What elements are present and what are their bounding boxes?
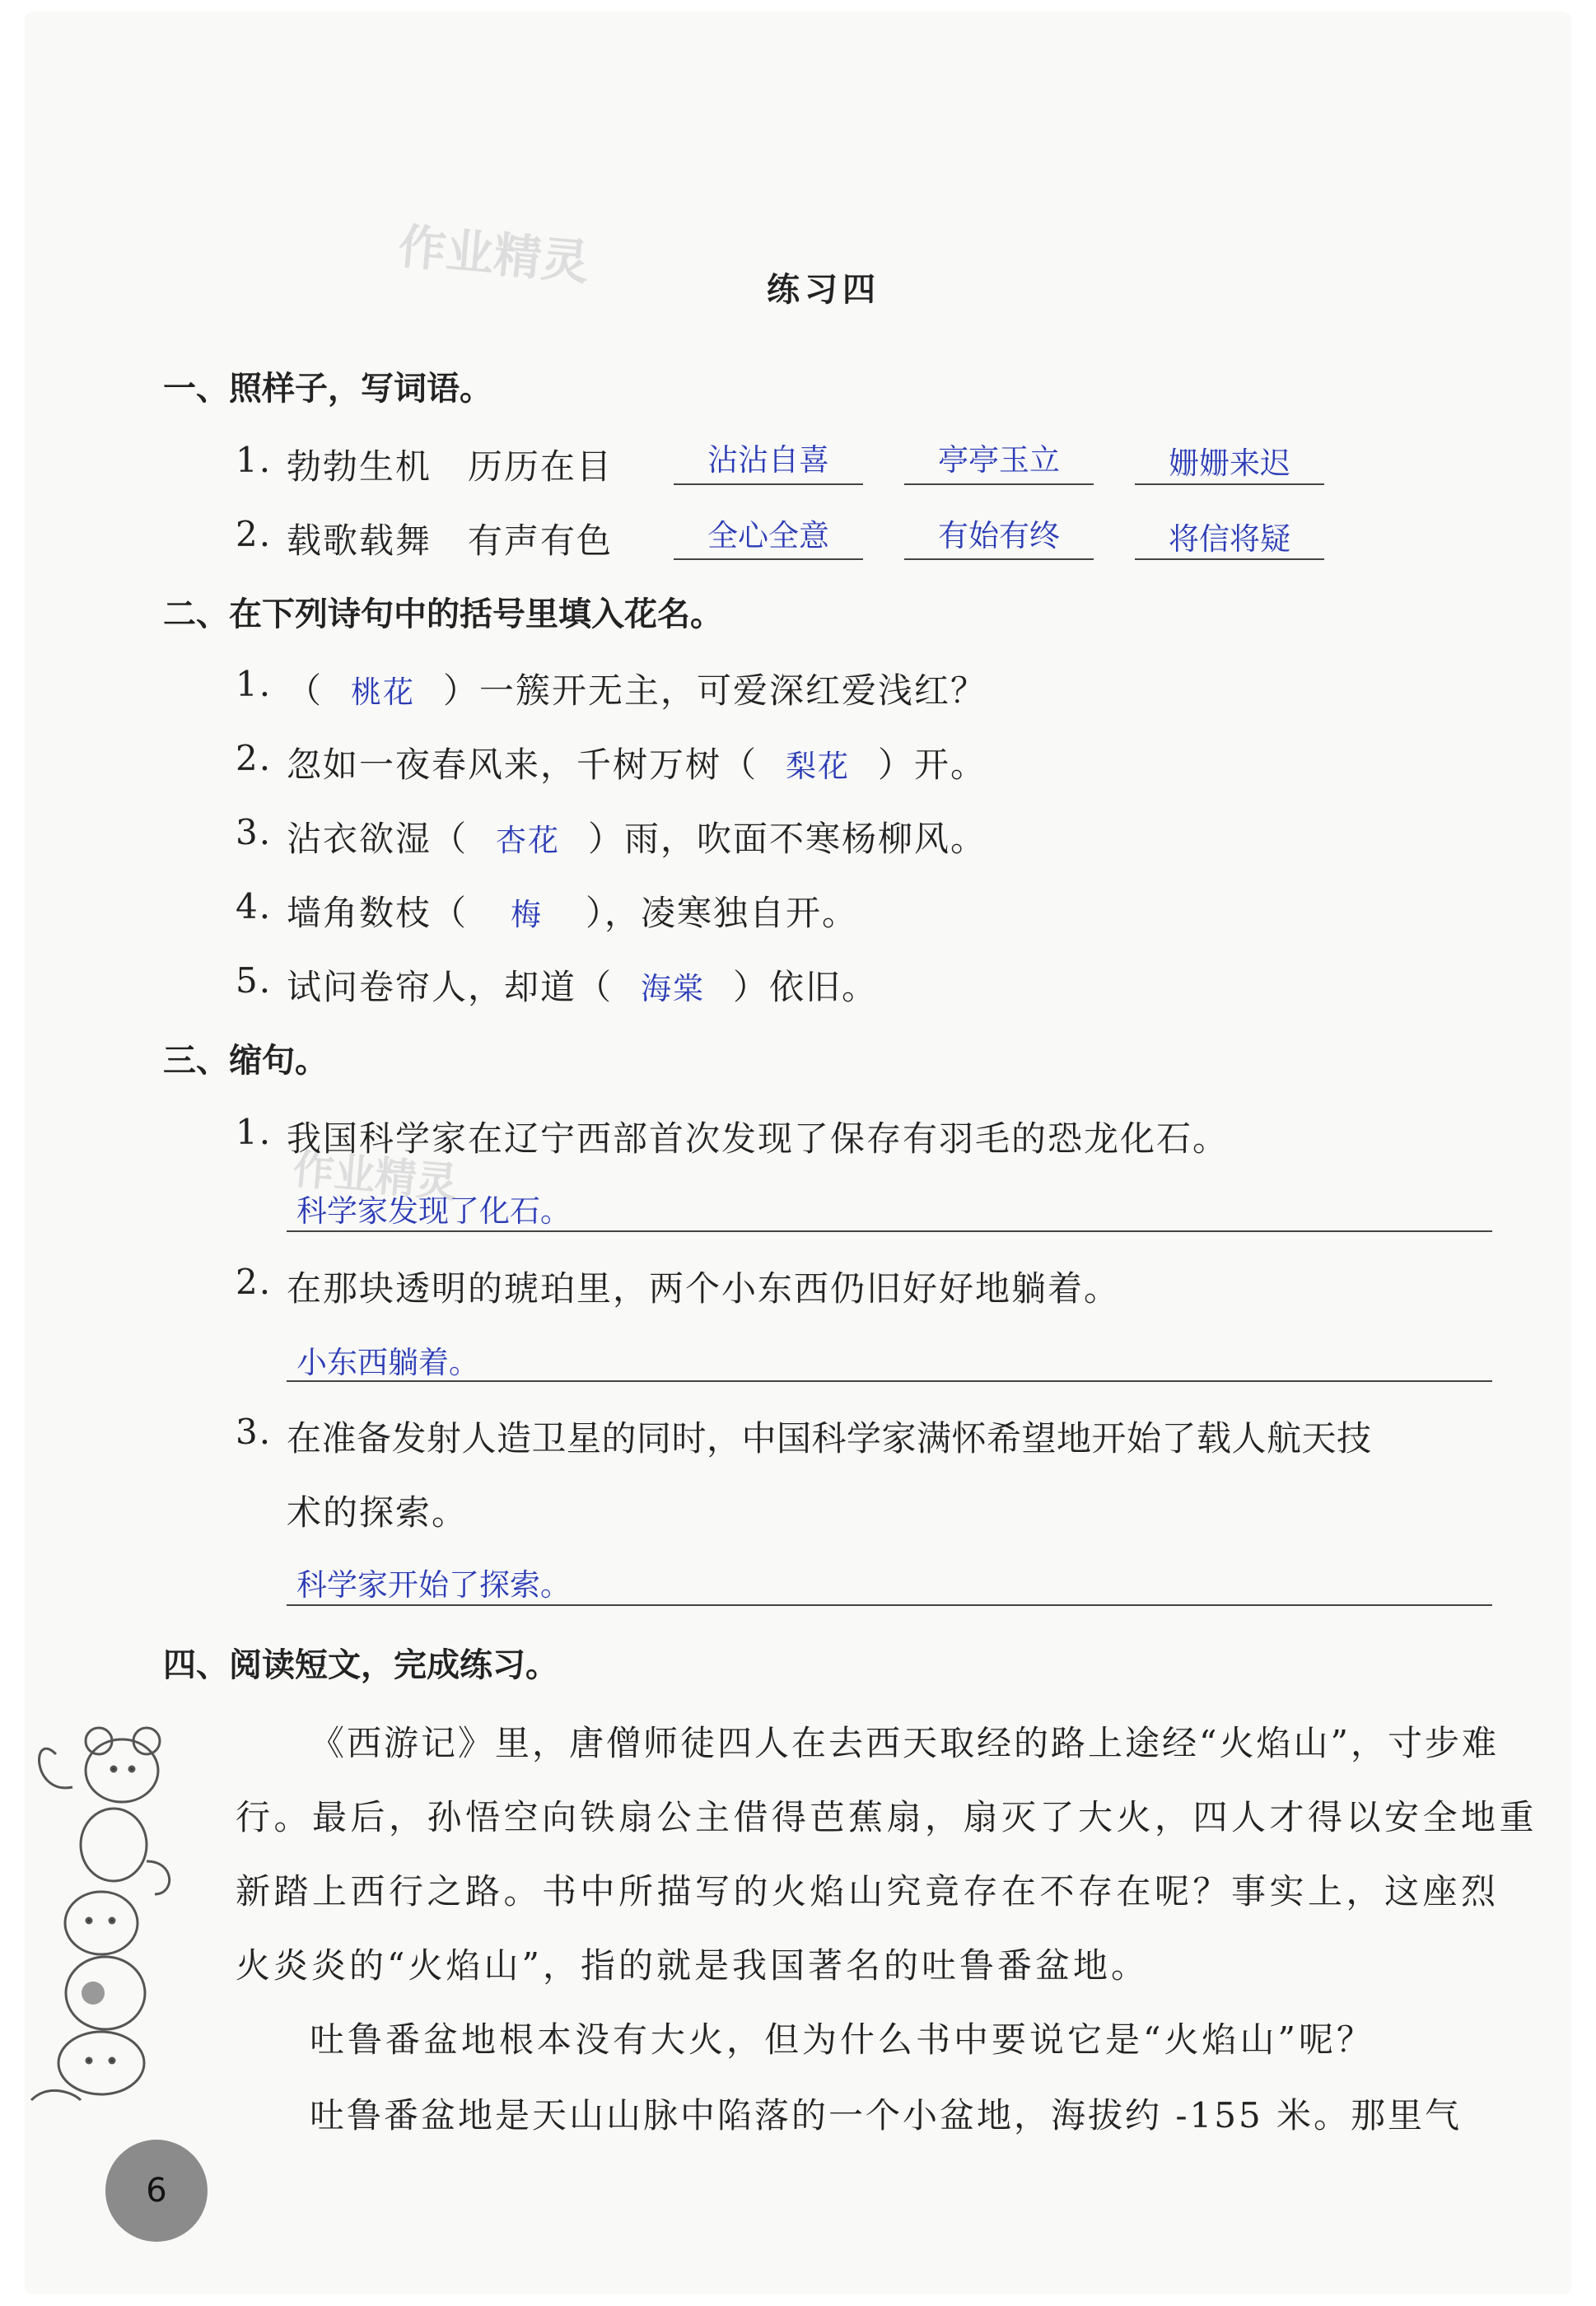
blank-line bbox=[1135, 483, 1324, 485]
passage-line: 行。最后，孙悟空向铁扇公主借得芭蕉扇，扇灭了大火，四人才得以安全地重 bbox=[236, 1797, 1538, 1837]
sentence: 我国科学家在辽宁西部首次发现了保存有羽毛的恐龙化石。 bbox=[287, 1118, 1230, 1159]
section-heading: 一、照样子，写词语。 bbox=[163, 370, 492, 408]
poem-line: 试问卷帘人，却道（ 海棠 ）依旧。 bbox=[287, 967, 879, 1007]
question-number: 3. bbox=[236, 1412, 273, 1452]
answer-line bbox=[287, 1380, 1492, 1382]
section-heading: 四、阅读短文，完成练习。 bbox=[163, 1646, 558, 1684]
question-number: 1. bbox=[236, 664, 273, 704]
answer-blank: 姗姗来迟 bbox=[1169, 446, 1290, 481]
poem-line: 墙角数枝（ 梅 ），凌寒独自开。 bbox=[287, 893, 859, 933]
sentence: 在准备发射人造卫星的同时，中国科学家满怀希望地开始了载人航天技 bbox=[287, 1418, 1372, 1459]
fill-answer: 桃花 bbox=[351, 675, 416, 710]
answer-line bbox=[287, 1230, 1492, 1232]
question-number: 2. bbox=[236, 738, 273, 778]
question-number: 2. bbox=[236, 1262, 273, 1302]
answer-blank: 沾沾自喜 bbox=[707, 442, 829, 478]
poem-line: 忽如一夜春风来，千树万树（ 梨花 ）开。 bbox=[287, 745, 987, 785]
question-number: 3. bbox=[236, 812, 273, 852]
question-number: 4. bbox=[236, 886, 273, 927]
answer-blank: 亭亭玉立 bbox=[938, 442, 1060, 478]
blank-line bbox=[904, 558, 1094, 560]
question-number: 2. bbox=[236, 514, 273, 554]
answer-blank: 有始有终 bbox=[938, 518, 1060, 553]
fill-answer: 梅 bbox=[511, 897, 544, 932]
watermark: 作业精灵 bbox=[396, 217, 592, 291]
passage-line: 火炎炎的“火焰山”，指的就是我国著名的吐鲁番盆地。 bbox=[236, 1945, 1149, 1986]
page-title: 练习四 bbox=[767, 271, 880, 309]
blank-line bbox=[1135, 558, 1324, 560]
example-words: 载歌载舞 有声有色 bbox=[287, 520, 614, 561]
answer-text: 小东西躺着。 bbox=[296, 1345, 479, 1380]
fill-answer: 海棠 bbox=[641, 971, 706, 1006]
example-words: 勃勃生机 历历在目 bbox=[287, 446, 614, 487]
answer-line bbox=[287, 1604, 1492, 1606]
section-heading: 二、在下列诗句中的括号里填入花名。 bbox=[163, 595, 723, 633]
answer-text: 科学家发现了化石。 bbox=[296, 1193, 571, 1229]
sentence: 在那块透明的琥珀里，两个小东西仍旧好好地躺着。 bbox=[287, 1268, 1121, 1309]
passage-line: 吐鲁番盆地根本没有大火，但为什么书中要说它是“火焰山”呢？ bbox=[310, 2019, 1374, 2060]
blank-line bbox=[674, 558, 863, 560]
poem-line: 沾衣欲湿（ 杏花 ）雨，吹面不寒杨柳风。 bbox=[287, 819, 987, 859]
watermark: 作业精灵 bbox=[291, 1145, 460, 1207]
stacked-mice-illustration bbox=[23, 1705, 180, 2108]
question-number: 5. bbox=[236, 960, 273, 1001]
poem-line: （ 桃花 ）一簇开无主，可爱深红爱浅红？ bbox=[287, 670, 987, 711]
section-heading: 三、缩句。 bbox=[163, 1042, 328, 1080]
sentence-continued: 术的探索。 bbox=[287, 1492, 469, 1533]
fill-answer: 杏花 bbox=[496, 823, 561, 858]
blank-line bbox=[674, 483, 863, 485]
fill-answer: 梨花 bbox=[786, 749, 851, 784]
page-number-badge: 6 bbox=[105, 2140, 208, 2242]
passage-line: 《西游记》里，唐僧师徒四人在去西天取经的路上途经“火焰山”，寸步难 bbox=[310, 1723, 1499, 1763]
passage-line: 吐鲁番盆地是天山山脉中陷落的一个小盆地，海拔约 -155 米。那里气 bbox=[310, 2095, 1463, 2136]
question-number: 1. bbox=[236, 440, 273, 480]
question-number: 1. bbox=[236, 1112, 273, 1152]
answer-blank: 全心全意 bbox=[707, 518, 829, 553]
blank-line bbox=[904, 483, 1094, 485]
passage-line: 新踏上西行之路。书中所描写的火焰山究竟存在不存在呢？事实上，这座烈 bbox=[236, 1871, 1500, 1912]
answer-blank: 将信将疑 bbox=[1169, 521, 1290, 557]
answer-text: 科学家开始了探索。 bbox=[296, 1567, 571, 1603]
